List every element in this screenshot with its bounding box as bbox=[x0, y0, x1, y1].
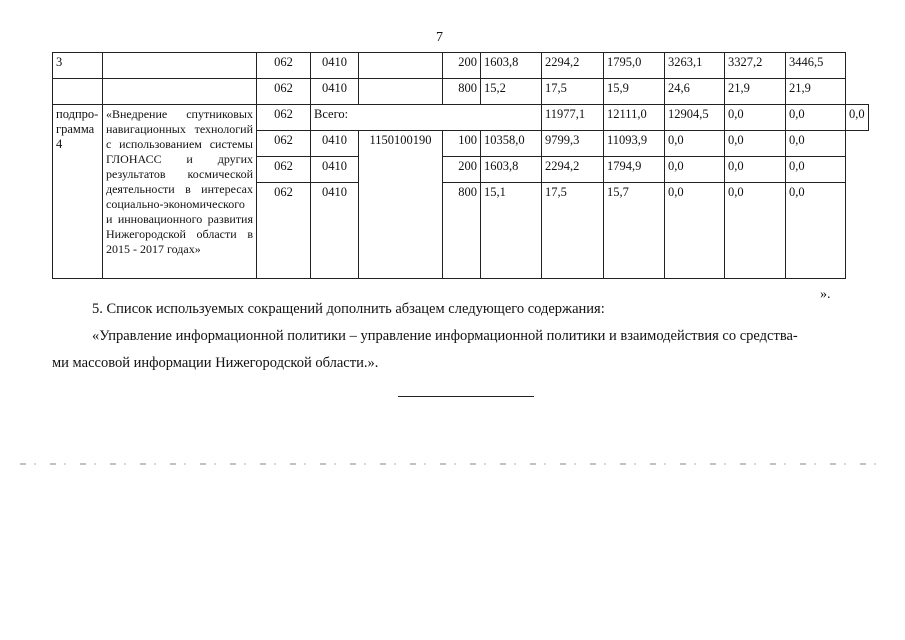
code-cell: 062 bbox=[257, 183, 311, 279]
section-cell: 0410 bbox=[311, 131, 359, 157]
value-cell: 21,9 bbox=[725, 79, 786, 105]
table-row bbox=[53, 53, 869, 79]
paragraph-amendment: 5. Список используемых сокращений дополнить абзацем следующего содержания: bbox=[92, 301, 605, 317]
value-cell: 0,0 bbox=[786, 105, 846, 131]
value-cell: 15,1 bbox=[481, 183, 542, 279]
closing-quote: ». bbox=[820, 287, 831, 302]
value-cell: 0,0 bbox=[786, 131, 846, 157]
table-row bbox=[53, 79, 869, 105]
page-number: 7 bbox=[436, 30, 443, 45]
row-description bbox=[103, 53, 257, 79]
section-cell: 0410 bbox=[311, 79, 359, 105]
value-cell: 1795,0 bbox=[604, 53, 665, 79]
paragraph-definition-continued: ми массовой информации Нижегородской области.». bbox=[52, 355, 379, 371]
row-number bbox=[53, 79, 103, 105]
subprogram-label: подпро-грамма 4 bbox=[53, 105, 103, 279]
value-cell: 24,6 bbox=[665, 79, 725, 105]
type-cell: 800 bbox=[443, 79, 481, 105]
scan-artifact-line bbox=[20, 463, 880, 465]
type-cell: 800 bbox=[443, 183, 481, 279]
value-cell: 11977,1 bbox=[542, 105, 604, 131]
paragraph-definition: «Управление информационной политики – управление информационной политики и взаимодействия со средства- bbox=[92, 328, 798, 344]
value-cell: 12111,0 bbox=[604, 105, 665, 131]
target-cell bbox=[359, 79, 443, 105]
value-cell: 0,0 bbox=[725, 157, 786, 183]
section-cell: 0410 bbox=[311, 183, 359, 279]
code-cell: 062 bbox=[257, 131, 311, 157]
row-number: 3 bbox=[53, 53, 103, 79]
value-cell: 12904,5 bbox=[665, 105, 725, 131]
value-cell: 0,0 bbox=[665, 183, 725, 279]
total-label: Всего: bbox=[311, 105, 542, 131]
type-cell: 200 bbox=[443, 157, 481, 183]
value-cell: 0,0 bbox=[846, 105, 869, 131]
value-cell: 9799,3 bbox=[542, 131, 604, 157]
value-cell: 0,0 bbox=[786, 183, 846, 279]
code-cell: 062 bbox=[257, 79, 311, 105]
closing-rule bbox=[398, 396, 534, 397]
value-cell: 1603,8 bbox=[481, 157, 542, 183]
value-cell: 10358,0 bbox=[481, 131, 542, 157]
value-cell: 15,9 bbox=[604, 79, 665, 105]
value-cell: 3446,5 bbox=[786, 53, 846, 79]
value-cell: 3263,1 bbox=[665, 53, 725, 79]
code-cell: 062 bbox=[257, 105, 311, 131]
value-cell: 1794,9 bbox=[604, 157, 665, 183]
value-cell: 15,2 bbox=[481, 79, 542, 105]
value-cell: 0,0 bbox=[725, 105, 786, 131]
target-cell bbox=[359, 53, 443, 79]
value-cell: 0,0 bbox=[665, 131, 725, 157]
value-cell: 0,0 bbox=[786, 157, 846, 183]
value-cell: 17,5 bbox=[542, 183, 604, 279]
code-cell: 062 bbox=[257, 53, 311, 79]
section-cell: 0410 bbox=[311, 53, 359, 79]
code-cell: 062 bbox=[257, 157, 311, 183]
value-cell: 11093,9 bbox=[604, 131, 665, 157]
value-cell: 15,7 bbox=[604, 183, 665, 279]
value-cell: 1603,8 bbox=[481, 53, 542, 79]
budget-table bbox=[52, 52, 869, 279]
subprogram-description: «Внедрение спутниковых навигационных технологий с использованием системы ГЛОНАСС и других результатов космической деятельности в интересах социально-экономического и инновационного развития Нижегородской области в 2015 - 2017 годах» bbox=[103, 105, 257, 279]
type-cell: 200 bbox=[443, 53, 481, 79]
value-cell: 0,0 bbox=[725, 131, 786, 157]
type-cell: 100 bbox=[443, 131, 481, 157]
value-cell: 21,9 bbox=[786, 79, 846, 105]
table-row-total bbox=[53, 105, 869, 131]
section-cell: 0410 bbox=[311, 157, 359, 183]
value-cell: 2294,2 bbox=[542, 53, 604, 79]
value-cell: 0,0 bbox=[665, 157, 725, 183]
value-cell: 17,5 bbox=[542, 79, 604, 105]
value-cell: 0,0 bbox=[725, 183, 786, 279]
target-cell: 1150100190 bbox=[359, 131, 443, 279]
value-cell: 3327,2 bbox=[725, 53, 786, 79]
row-description bbox=[103, 79, 257, 105]
value-cell: 2294,2 bbox=[542, 157, 604, 183]
